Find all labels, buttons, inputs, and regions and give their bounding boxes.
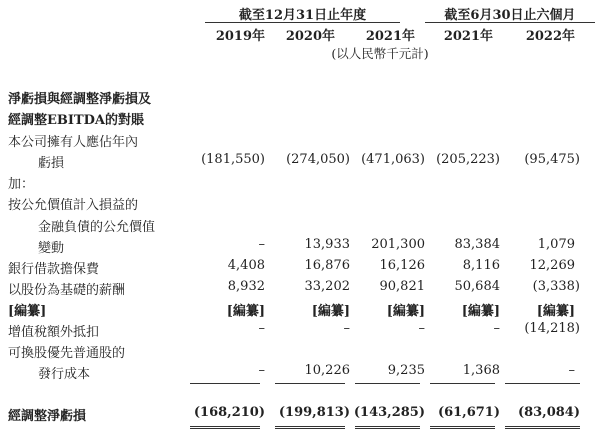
total-rule-col-5 [505, 426, 580, 429]
net-loss-2021: (471,063) [361, 152, 425, 167]
year-col-1: 2019年 [215, 29, 265, 44]
net-loss-2022-h1: (95,475) [524, 152, 580, 167]
fv-change-label-line-2: 金融負債的公允價值 [38, 220, 156, 235]
net-loss-label-line-1: 本公司擁有人應佔年內 [8, 135, 139, 150]
unit-note: (以人民幣千元計) [331, 46, 429, 61]
add-label: 加： [8, 177, 35, 192]
year-col-2: 2020年 [285, 29, 335, 44]
subtotal-rule-col-3 [355, 383, 420, 384]
adjusted-net-loss-2019: (168,210) [193, 405, 265, 420]
year-col-3: 2021年 [365, 29, 415, 44]
net-loss-label-line-2: 虧損 [38, 156, 65, 171]
period-underline-six-months [425, 22, 595, 23]
fv-change-2020: 13,933 [304, 237, 350, 252]
section-title-line-1: 淨虧損與經調整淨虧損及 [8, 92, 152, 107]
bank-guarantee-2021-h1: 8,116 [462, 258, 500, 273]
year-col-5: 2022年 [525, 29, 575, 44]
vat-deduction-2021-h1: – [493, 321, 500, 336]
total-rule-col-3 [355, 426, 420, 429]
bank-guarantee-2021: 16,126 [379, 258, 425, 273]
redacted-label: [編纂] [8, 304, 47, 319]
issue-cost-2021: 9,235 [387, 363, 425, 378]
bank-guarantee-label: 銀行借款擔保費 [8, 262, 100, 277]
adjusted-net-loss-2021-h1: (61,671) [437, 405, 500, 420]
adjusted-net-loss-2022-h1: (83,084) [517, 405, 580, 420]
issue-cost-2020: 10,226 [304, 363, 350, 378]
share-comp-2022-h1: (3,338) [532, 279, 580, 294]
fv-change-2021: 201,300 [371, 237, 425, 252]
issue-cost-2021-h1: 1,368 [462, 363, 500, 378]
subtotal-rule-col-1 [190, 383, 260, 384]
subtotal-rule-col-5 [505, 383, 580, 384]
redacted-2020: [編纂] [311, 304, 350, 319]
share-comp-2020: 33,202 [304, 279, 350, 294]
net-loss-2020: (274,050) [286, 152, 350, 167]
total-rule-col-2 [275, 426, 345, 429]
fv-change-label-line-3: 變動 [38, 241, 65, 256]
bank-guarantee-2019: 4,408 [227, 258, 265, 273]
fv-change-2019: – [258, 237, 265, 252]
section-title-line-2: 經調整EBITDA的對賬 [8, 113, 145, 128]
vat-deduction-2022-h1: (14,218) [524, 321, 580, 336]
redacted-2019: [編纂] [226, 304, 265, 319]
share-comp-2021-h1: 50,684 [454, 279, 500, 294]
issue-cost-label-line-2: 發行成本 [38, 367, 91, 382]
vat-deduction-label: 增值稅額外抵扣 [8, 325, 100, 340]
subtotal-rule-col-2 [275, 383, 345, 384]
redacted-2021-h1: [編纂] [461, 304, 500, 319]
period-header-full-year: 截至12月31日止年度 [238, 8, 367, 23]
total-rule-col-4 [430, 426, 495, 429]
issue-cost-label-line-1: 可換股優先普通股的 [8, 346, 126, 361]
bank-guarantee-2022-h1: 12,269 [529, 258, 575, 273]
redacted-2021: [編纂] [386, 304, 425, 319]
subtotal-rule-col-4 [430, 383, 495, 384]
vat-deduction-2020: – [343, 321, 350, 336]
net-loss-2021-h1: (205,223) [436, 152, 500, 167]
vat-deduction-2019: – [258, 321, 265, 336]
share-comp-label: 以股份為基礎的薪酬 [8, 283, 126, 298]
adjusted-net-loss-label: 經調整淨虧損 [8, 409, 87, 424]
issue-cost-2022-h1: – [568, 363, 575, 378]
year-col-4: 2021年 [443, 29, 493, 44]
adjusted-net-loss-2021: (143,285) [353, 405, 425, 420]
vat-deduction-2021: – [418, 321, 425, 336]
redacted-2022-h1: [編纂] [536, 304, 575, 319]
period-underline-full-year [205, 22, 400, 23]
net-loss-2019: (181,550) [201, 152, 265, 167]
bank-guarantee-2020: 16,876 [304, 258, 350, 273]
period-header-six-months: 截至6月30日止六個月 [444, 8, 576, 23]
adjusted-net-loss-2020: (199,813) [278, 405, 350, 420]
fv-change-2022-h1: 1,079 [537, 237, 575, 252]
fv-change-label-line-1: 按公允價值計入損益的 [8, 198, 139, 213]
share-comp-2021: 90,821 [379, 279, 425, 294]
total-rule-col-1 [190, 426, 260, 429]
share-comp-2019: 8,932 [227, 279, 265, 294]
fv-change-2021-h1: 83,384 [454, 237, 500, 252]
issue-cost-2019: – [258, 363, 265, 378]
